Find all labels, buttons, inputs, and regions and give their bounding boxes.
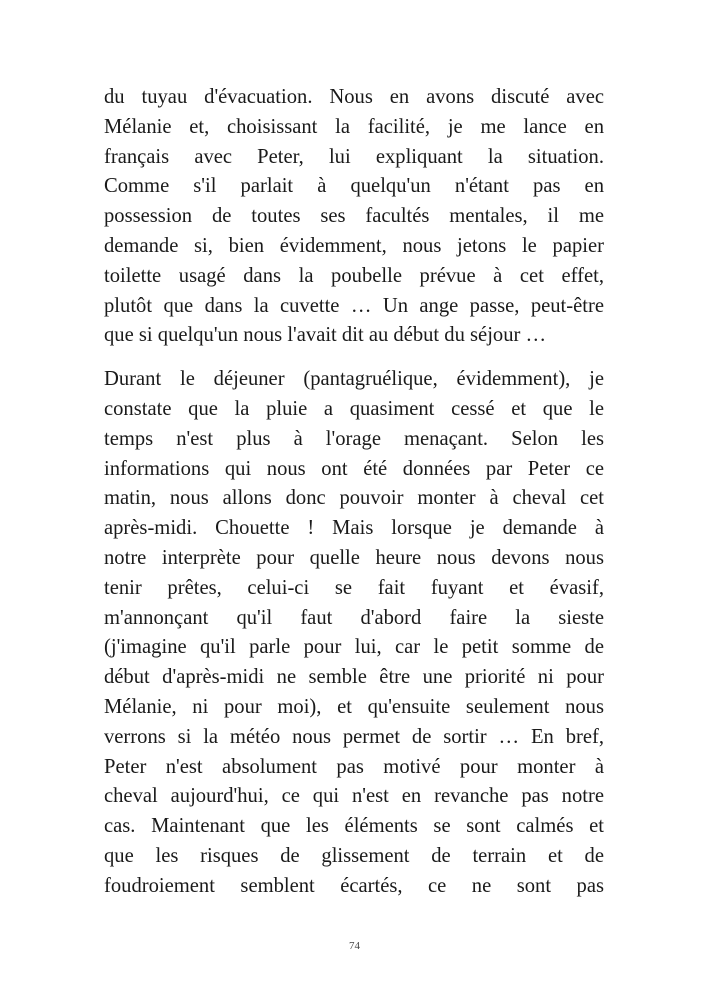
text-line: matin, nous allons donc pouvoir monter à cheval cet [104, 487, 604, 510]
paragraph-1 [104, 83, 604, 351]
text-line: demande si, bien évidemment, nous jetons le papier [104, 234, 604, 257]
text-line: m'annonçant qu'il faut d'abord faire la sieste [104, 606, 604, 629]
text-line: après-midi. Chouette ! Mais lorsque je demande à [104, 517, 604, 540]
text-line: (j'imagine qu'il parle pour lui, car le petit somme de [104, 636, 604, 659]
text-line: Peter n'est absolument pas motivé pour monter à [104, 755, 604, 778]
text-line: plutôt que dans la cuvette … Un ange passe, peut-être [104, 294, 604, 317]
text-line: tenir prêtes, celui-ci se fait fuyant et évasif, [104, 576, 604, 599]
text-line: français avec Peter, lui expliquant la situation. [104, 145, 604, 168]
text-line: constate que la pluie a quasiment cessé et que le [104, 397, 604, 420]
text-line: que les risques de glissement de terrain et de [104, 844, 604, 867]
text-line: Mélanie, ni pour moi), et qu'ensuite seulement nous [104, 695, 604, 718]
text-line: Comme s'il parlait à quelqu'un n'étant pas en [104, 175, 604, 198]
text-line: cheval aujourd'hui, ce qui n'est en revanche pas notre [104, 785, 604, 808]
text-line: du tuyau d'évacuation. Nous en avons discuté avec [104, 86, 604, 108]
text-line: possession de toutes ses facultés mentales, il me [104, 205, 604, 228]
text-line: foudroiement semblent écartés, ce ne sont pas [104, 874, 604, 897]
text-line: temps n'est plus à l'orage menaçant. Selon les [104, 427, 604, 450]
text-line: Durant le déjeuner (pantagruélique, évidemment), je [104, 368, 604, 391]
text-line: notre interprète pour quelle heure nous devons nous [104, 546, 604, 569]
text-line: toilette usagé dans la poubelle prévue à cet effet, [104, 264, 604, 287]
paragraph-2 [104, 365, 604, 901]
text-line: informations qui nous ont été données par Peter ce [104, 457, 604, 480]
text-line: cas. Maintenant que les éléments se sont calmés et [104, 815, 604, 838]
text-line: début d'après-midi ne semble être une priorité ni pour [104, 666, 604, 689]
text-line: verrons si la météo nous permet de sortir … En bref, [104, 725, 604, 748]
text-line: Mélanie et, choisissant la facilité, je me lance en [104, 115, 604, 138]
text-line: que si quelqu'un nous l'avait dit au début du séjour … [104, 324, 547, 347]
body-text [104, 83, 604, 902]
page-number: 74 [349, 940, 360, 952]
